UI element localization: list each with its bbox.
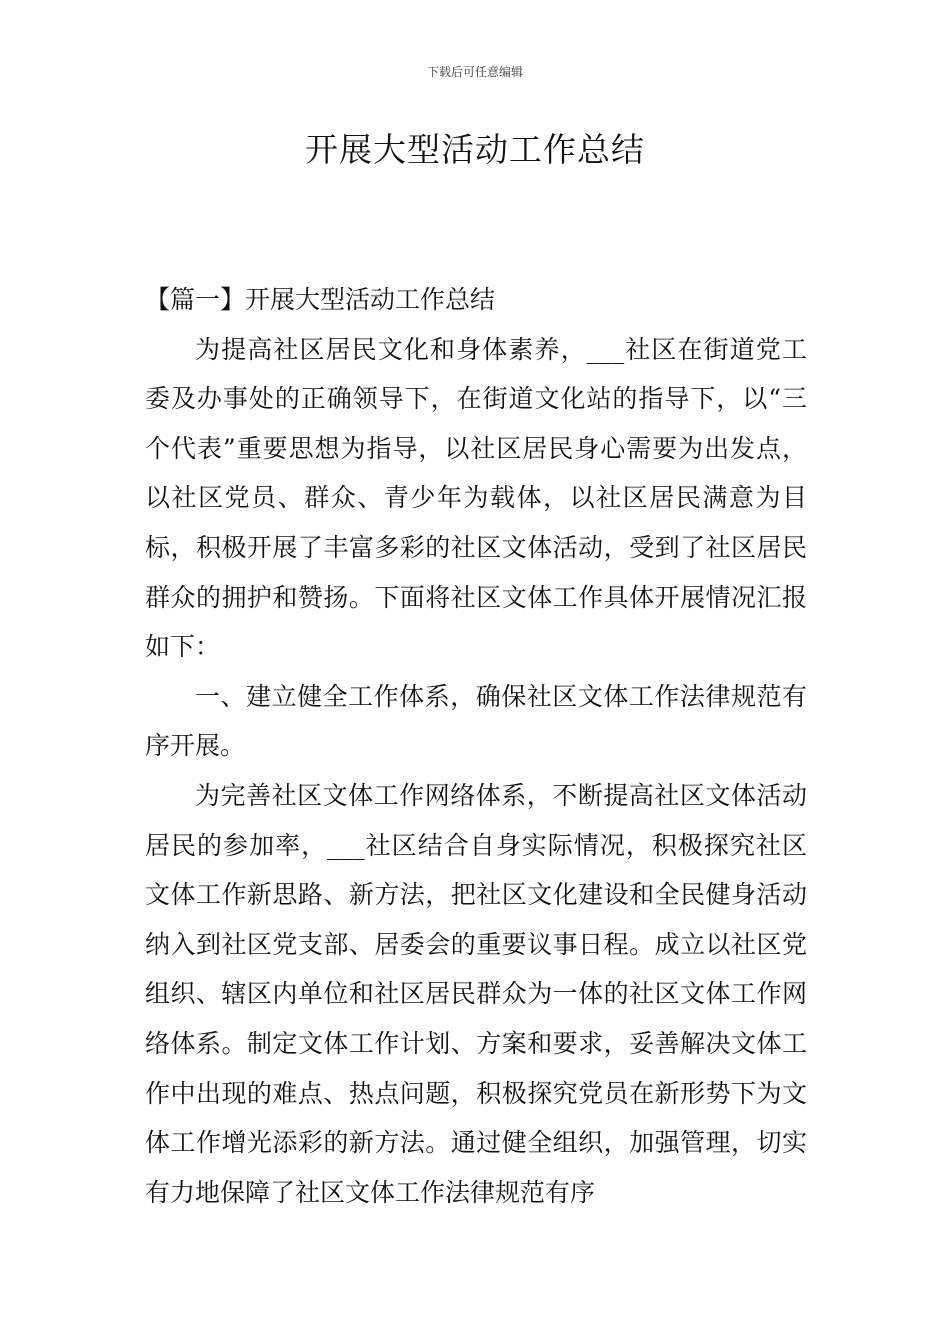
document-title: 开展大型活动工作总结 <box>305 130 645 169</box>
paragraph-heading-one: 一、建立健全工作体系，确保社区文体工作法律规范有序开展。 <box>145 681 807 761</box>
document-body <box>145 275 807 1217</box>
header-note: 下载后可任意编辑 <box>426 65 523 79</box>
paragraph-network-system: 为完善社区文体工作网络体系，不断提高社区文体活动居民的参加率，___社区结合自身实际情况，积极探究社区文体工作新思路、新方法，把社区文化建设和全民健身活动纳入到社区党支部、居委会的重要议事日程。成立以社区党组织、辖区内单位和社区居民群众为一体的社区文体工作网络体系。制定文体工作计划、方案和要求，妥善解决文体工作中出现的难点、热点问题，积极探究党员在新形势下为文体工作增光添彩的新方法。通过健全组织，加强管理，切实有力地保障了社区文体工作法律规范有序 <box>145 780 807 1207</box>
paragraph-intro: 为提高社区居民文化和身体素养，___社区在街道党工委及办事处的正确领导下，在街道文化站的指导下，以“三个代表”重要思想为指导，以社区居民身心需要为出发点，以社区党员、群众、青少年为载体，以社区居民满意为目标，积极开展了丰富多彩的社区文体活动，受到了社区居民群众的拥护和赞扬。下面将社区文体工作具体开展情况汇报如下： <box>145 334 807 662</box>
section-title: 【篇一】开展大型活动工作总结 <box>145 285 496 314</box>
